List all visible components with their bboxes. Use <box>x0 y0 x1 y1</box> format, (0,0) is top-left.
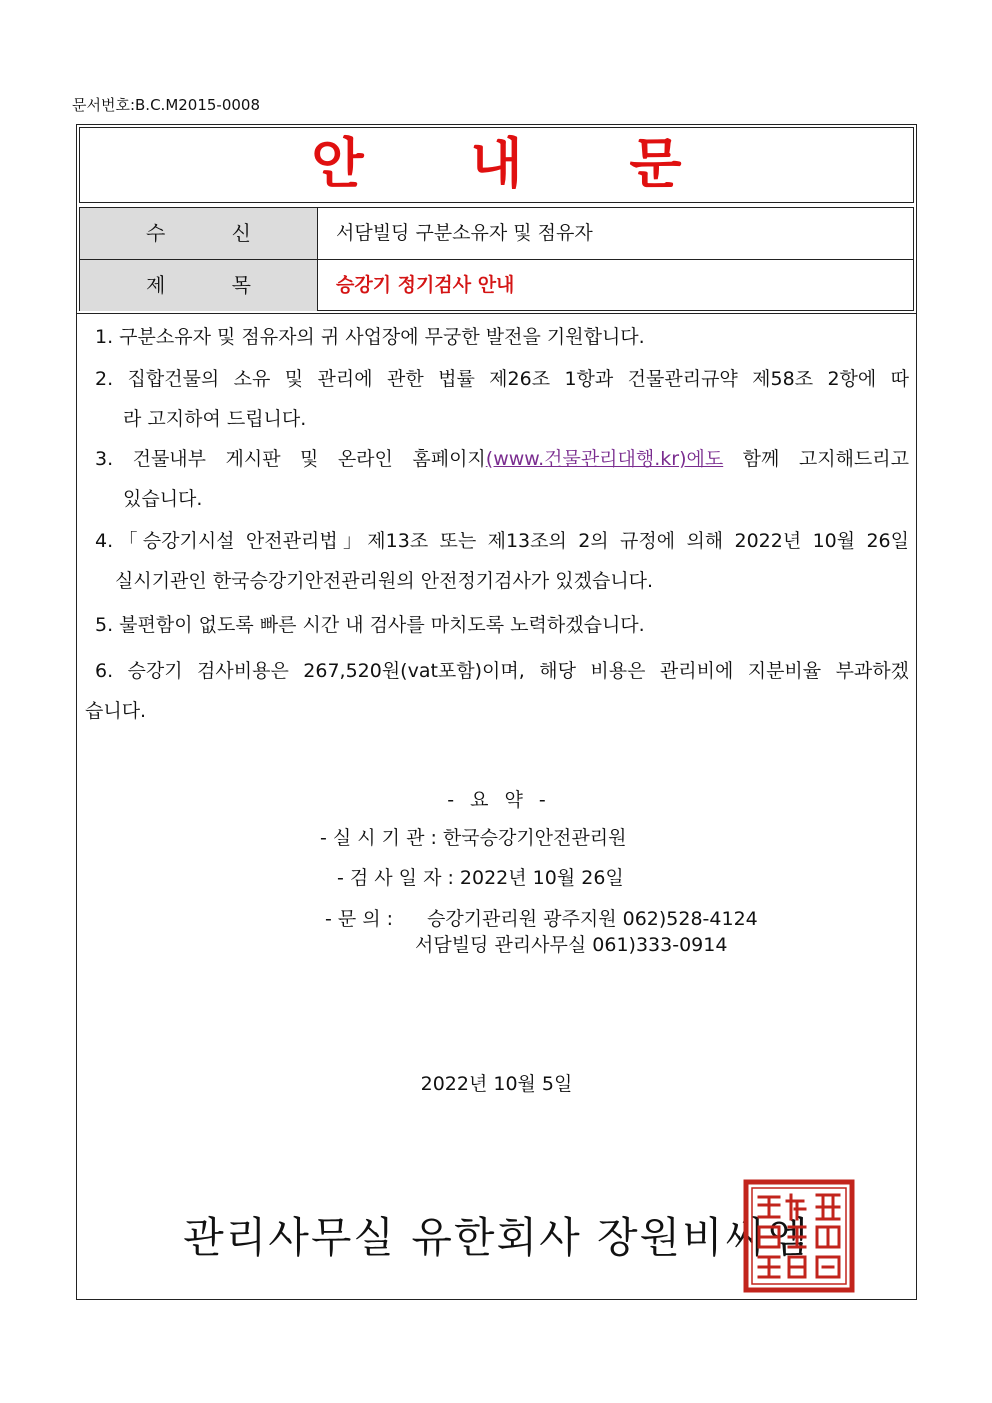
item-1: 1. 구분소유자 및 점유자의 귀 사업장에 무궁한 발전을 기원합니다. <box>95 326 645 348</box>
subject-label-cell <box>80 260 318 311</box>
item-5: 5. 불편함이 없도록 빠른 시간 내 검사를 마치도록 노력하겠습니다. <box>95 614 645 636</box>
recipient-value: 서담빌딩 구분소유자 및 점유자 <box>336 222 593 244</box>
issue-date: 2022년 10월 5일 <box>420 1073 573 1095</box>
subject-label: 제 목 <box>146 273 281 297</box>
item-3-line-1 <box>85 439 909 479</box>
item-4-line-2: 실시기관인 한국승강기안전관리원의 안전정기검사가 있겠습니다. <box>115 570 654 592</box>
item-3-text-post: 함께 고지해드리고 <box>723 448 909 470</box>
item-2-line-1: 2. 집합건물의 소유 및 관리에 관한 법률 제26조 1항과 건물관리규약 제58조 2항에 따 <box>95 368 909 390</box>
summary-agency: - 실 시 기 관 : 한국승강기안전관리원 <box>320 827 627 849</box>
summary-inquiry-2: 서담빌딩 관리사무실 061)333-0914 <box>415 934 728 956</box>
title-box <box>79 127 914 203</box>
subject-value: 승강기 정기검사 안내 <box>336 274 515 296</box>
summary-inquiry-label: - 문 의 : <box>325 908 394 930</box>
recipient-label: 수 신 <box>146 221 281 245</box>
section-divider <box>77 313 916 314</box>
meta-table <box>79 207 914 311</box>
subject-row <box>80 260 913 311</box>
item-6-line-2: 습니다. <box>85 700 147 722</box>
item-6-line-1: 6. 승강기 검사비용은 267,520원(vat포함)이며, 해당 비용은 관리비에 지분비율 부과하겠 <box>95 660 909 682</box>
doc-number: 문서번호:B.C.M2015-0008 <box>72 96 261 114</box>
issuer-name: 관리사무실 유한회사 장원비씨엠 <box>183 1213 810 1262</box>
item-4-line-1: 4.「승강기시설 안전관리법」제13조 또는 제13조의 2의 규정에 의해 2022년 10월 26일 <box>95 530 909 552</box>
recipient-row <box>80 208 913 260</box>
document-frame <box>76 124 917 1300</box>
summary-heading: - 요 약 - <box>447 789 546 811</box>
homepage-link[interactable]: (www.건물관리대행.kr)에도 <box>485 448 724 470</box>
official-seal-icon <box>743 1179 855 1293</box>
page-title: 안 내 문 <box>311 132 726 195</box>
item-2-line-2: 라 고지하여 드립니다. <box>123 408 307 430</box>
summary-inquiry-1: 승강기관리원 광주지원 062)528-4124 <box>427 908 758 930</box>
recipient-label-cell <box>80 208 318 259</box>
item-3-text-pre: 3. 건물내부 게시판 및 온라인 홈페이지 <box>95 448 486 470</box>
summary-date: - 검 사 일 자 : 2022년 10월 26일 <box>337 867 624 889</box>
item-3-line-2: 있습니다. <box>123 488 203 510</box>
